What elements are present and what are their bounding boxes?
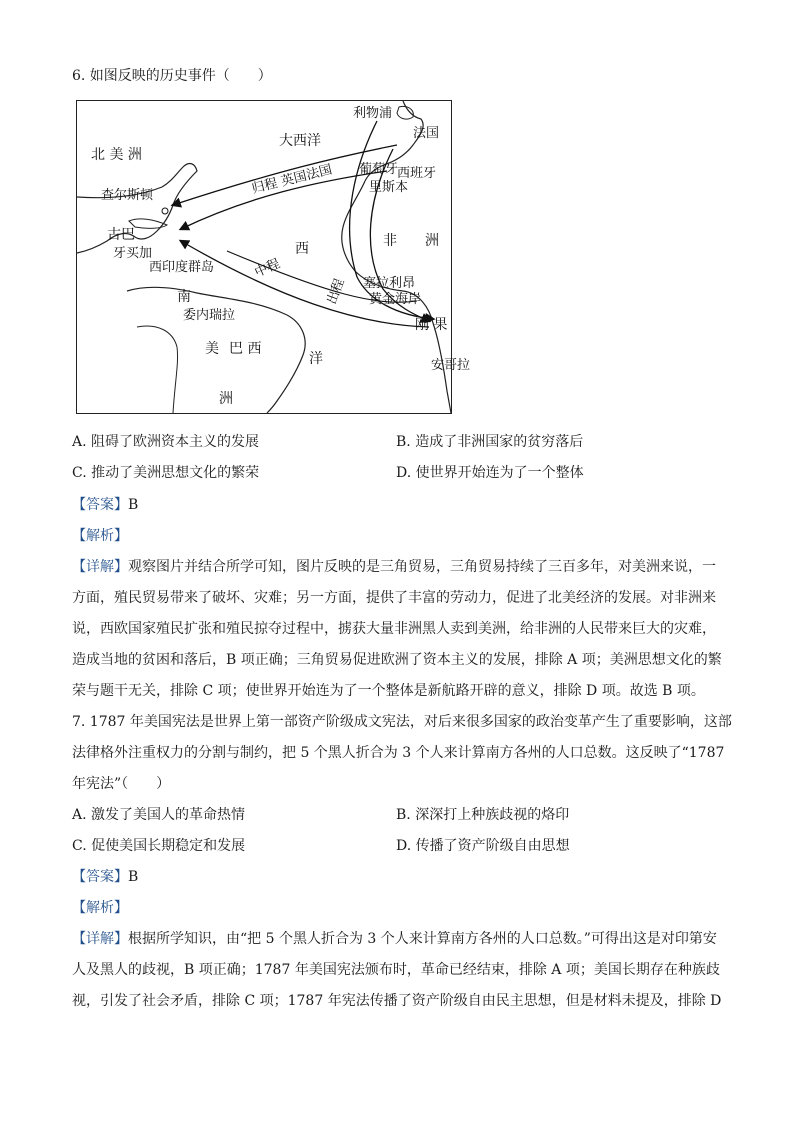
south-america-west: [137, 326, 178, 413]
map-label-return-route: 归程 英国法国: [250, 162, 334, 197]
triangle-trade-map: [76, 100, 471, 414]
map-label-cuba: 古巴: [107, 227, 135, 243]
q7-analysis-tag-text: 【解析】: [72, 900, 128, 916]
q6-detail-line-2: 方面，殖民贸易带来了破坏、灾难；另一方面，提供了丰富的劳动力，促进了北美经济的发展。对非洲来: [72, 590, 716, 606]
map-label-venezuela: 委内瑞拉: [183, 308, 236, 323]
map-label-north-america: 北 美 洲: [91, 147, 142, 163]
question-6-stem: 6. 如图反映的历史事件（ ）: [72, 68, 272, 84]
q6-answer: [72, 495, 138, 515]
q6-analysis-tag: [72, 526, 128, 546]
map-label-outbound: 出程: [324, 276, 348, 307]
q6-detail-line-1: [72, 557, 732, 577]
map-label-west-indies: 西印度群岛: [149, 260, 215, 275]
map-label-gold-coast: 黄金海岸: [369, 292, 422, 307]
map-label-south: 南: [177, 289, 191, 305]
q6-detail-line-3: 说，西欧国家殖民扩张和殖民掠夺过程中，掳获大量非洲黑人卖到美洲，给非洲的人民带来巨大的灾难，: [72, 621, 716, 637]
map-label-lisbon: 里斯本: [369, 180, 409, 195]
map-label-portugal: 葡萄牙: [359, 162, 399, 177]
q7-answer-tag: 【答案】: [72, 869, 128, 885]
q6-detail-tag: 【详解】: [72, 559, 128, 575]
q7-stem-line-1: 7. 1787 年美国宪法是世界上第一部资产阶级成文宪法，对后来很多国家的政治变革产生了重要影响，这部: [72, 714, 732, 730]
map-label-congo: 刚 果: [415, 317, 448, 333]
q6-option-a: A. 阻碍了欧洲资本主义的发展: [72, 434, 260, 450]
map-label-middle-passage: 中程: [252, 256, 283, 281]
map-label-america-mei: 美: [205, 341, 219, 357]
q6-option-d: D. 使世界开始连为了一个整体: [396, 465, 584, 481]
q7-analysis-tag: [72, 898, 128, 918]
q6-detail-text-1: 观察图片并结合所学可知，图片反映的是三角贸易，三角贸易持续了三百多年，对美洲来说，一: [128, 559, 716, 575]
q7-detail-tag: 【详解】: [72, 931, 128, 947]
q6-detail-line-5: 荣与题干无关，排除 C 项；使世界开始连为了一个整体是新航路开辟的意义，排除 D 项。故选 B 项。: [72, 683, 705, 699]
q6-detail-line-4: 造成当地的贫困和落后，B 项正确；三角贸易促进欧洲了资本主义的发展，排除 A 项；美洲思想文化的繁: [72, 652, 722, 668]
map-label-spain: 西班牙: [397, 166, 437, 181]
q7-stem-line-3: 年宪法”（ ）: [72, 776, 171, 792]
q7-answer-value: B: [128, 869, 139, 885]
charleston-dot: [162, 208, 168, 214]
map-label-charleston: 查尔斯顿: [101, 188, 154, 203]
map-label-jamaica: 牙买加: [113, 246, 153, 261]
q7-option-b: B. 深深打上种族歧视的烙印: [396, 807, 570, 823]
q7-option-c: C. 促使美国长期稳定和发展: [72, 838, 246, 854]
q7-detail-line-1: [72, 929, 732, 949]
map-label-west: 西: [295, 241, 309, 257]
map-svg: [77, 101, 471, 413]
q6-option-b: B. 造成了非洲国家的贫穷落后: [396, 434, 584, 450]
q7-detail-line-3: 视，引发了社会矛盾，排除 C 项；1787 年宪法传播了资产阶级自由民主思想，但是材料未提及，排除 D: [72, 993, 722, 1009]
q7-answer: [72, 867, 138, 887]
map-label-africa-zhou: 洲: [425, 233, 439, 249]
q7-detail-line-2: 人及黑人的歧视，B 项正确；1787 年美国宪法颁布时，革命已经结束，排除 A 项；美国长期存在种族歧: [72, 962, 720, 978]
q6-answer-value: B: [128, 497, 139, 513]
q7-option-a: A. 激发了美国人的革命热情: [72, 807, 246, 823]
map-label-liverpool: 利物浦: [353, 106, 393, 121]
map-label-brazil: 巴 西: [229, 341, 262, 357]
map-label-angola: 安哥拉: [431, 358, 471, 373]
north-america-coast: [77, 164, 197, 253]
map-label-france: 法国: [413, 126, 440, 141]
q6-option-c: C. 推动了美洲思想文化的繁荣: [72, 465, 260, 481]
q6-analysis-tag-text: 【解析】: [72, 528, 128, 544]
q7-option-d: D. 传播了资产阶级自由思想: [396, 838, 570, 854]
map-label-sierra-leone: 塞拉利昂: [363, 276, 416, 291]
q7-stem-line-2: 法律格外注重权力的分割与制约，把 5 个黑人折合为 3 个人来计算南方各州的人口总数。这反映了“1787: [72, 745, 725, 761]
map-label-ocean-yang: 洋: [309, 351, 323, 367]
map-label-africa-fei: 非: [383, 233, 397, 249]
q7-detail-text-1: 根据所学知识，由“把 5 个黑人折合为 3 个人来计算南方各州的人口总数。”可得出这是对印第安: [128, 931, 717, 947]
map-label-atlantic: 大西洋: [279, 133, 321, 149]
q6-answer-tag: 【答案】: [72, 497, 128, 513]
map-label-continent-zhou: 洲: [219, 391, 233, 407]
